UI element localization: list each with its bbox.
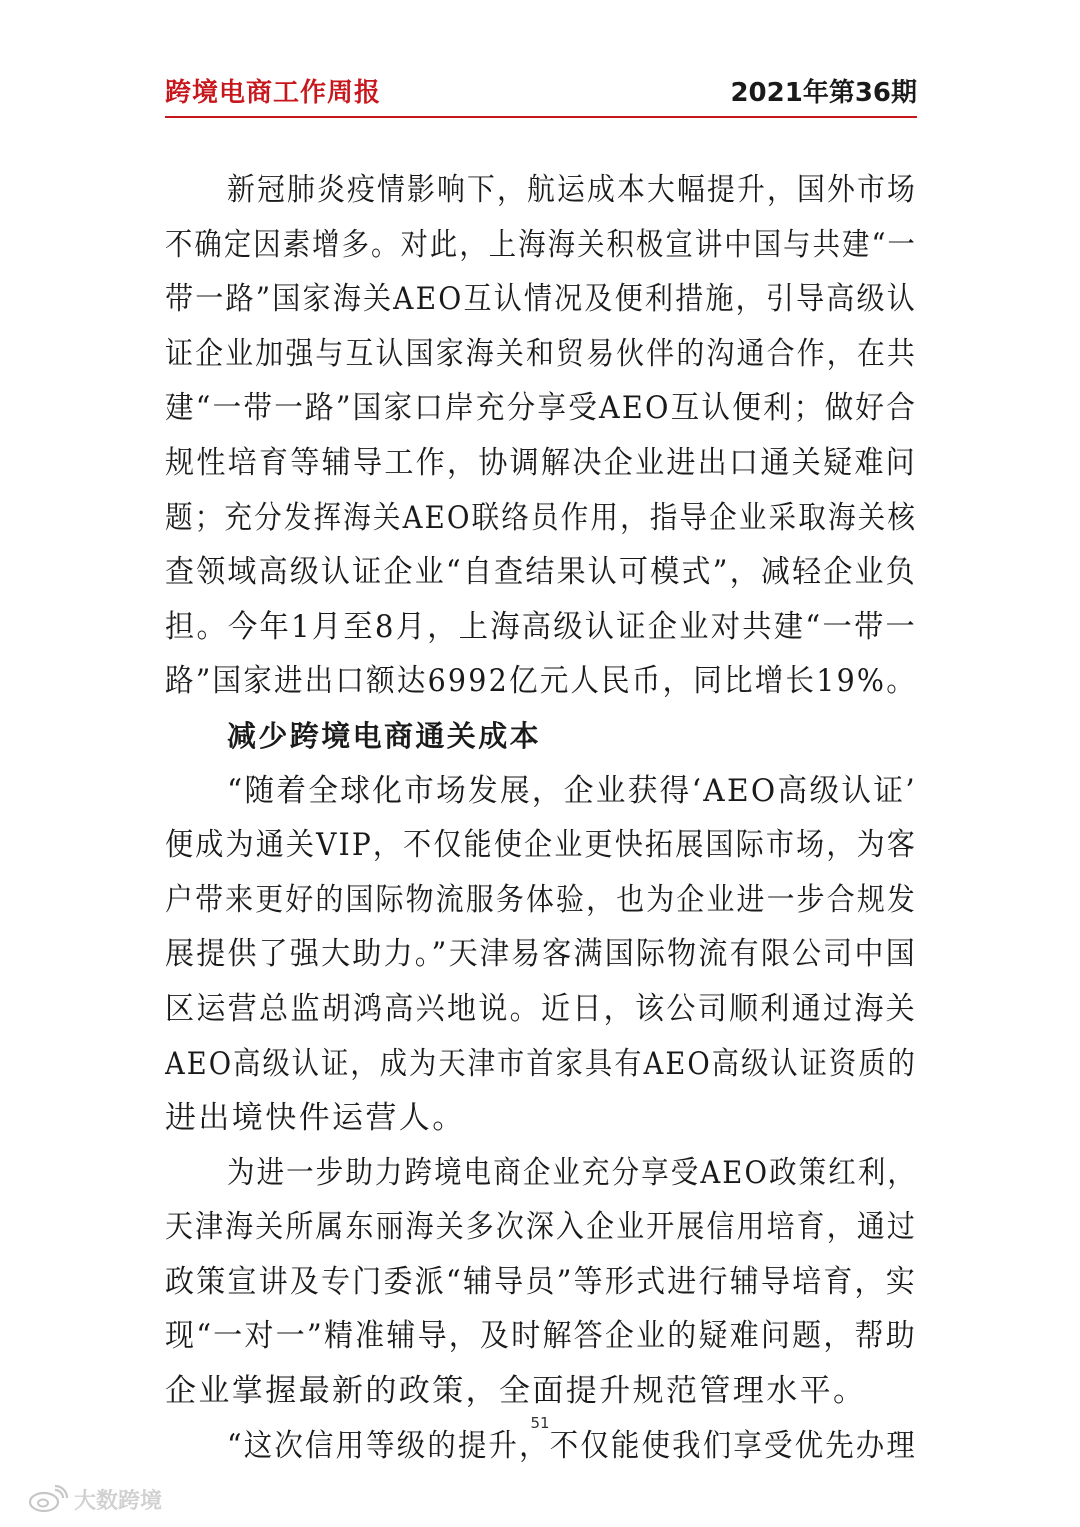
text-line: 证企业加强与互认国家海关和贸易伙伴的沟通合作，在共 [165,335,917,372]
text-line: 路”国家进出口额达6992亿元人民币，同比增长19%。 [165,663,917,700]
text-line: 查领域高级认证企业“自查结果认可模式”，减轻企业负 [165,554,917,591]
text-line: 为进一步助力跨境电商企业充分享受AEO政策红利， [227,1154,917,1191]
text-line: 新冠肺炎疫情影响下，航运成本大幅提升，国外市场 [227,172,917,208]
text-line: 企业掌握最新的政策，全面提升规范管理水平。 [165,1373,867,1410]
text-line: “随着全球化市场发展，企业获得‘AEO高级认证’ [227,772,917,809]
watermark [28,1484,162,1514]
text-line: 便成为通关VIP，不仅能使企业更快拓展国际市场，为客 [165,827,917,864]
header-divider [165,116,917,118]
section-heading: 减少跨境电商通关成本 [227,718,542,753]
text-line: AEO高级认证，成为天津市首家具有AEO高级认证资质的 [165,1045,917,1082]
text-line: 现“一对一”精准辅导，及时解答企业的疑难问题，帮助 [165,1318,917,1355]
text-line: 展提供了强大助力。”天津易客满国际物流有限公司中国 [165,936,917,973]
issue-number: 2021年第36期 [730,78,917,108]
text-line: 规性培育等辅导工作，协调解决企业进出口通关疑难问 [165,444,917,481]
weibo-logo-icon [28,1485,68,1513]
text-line: 户带来更好的国际物流服务体验，也为企业进一步合规发 [165,881,917,918]
article-body [165,163,917,1473]
page-number: 51 [530,1414,550,1432]
text-line: 政策宣讲及专门委派“辅导员”等形式进行辅导培育，实 [165,1263,917,1300]
text-line: 不确定因素增多。对此，上海海关积极宣讲中国与共建“一 [165,226,917,263]
text-line: 担。今年1月至8月，上海高级认证企业对共建“一带一 [165,608,917,645]
watermark-text: 大数跨境 [74,1488,163,1514]
text-line: 带一路”国家海关AEO互认情况及便利措施，引导高级认 [165,281,917,318]
text-line: 区运营总监胡鸿高兴地说。近日，该公司顺利通过海关 [165,990,917,1027]
text-line: 题；充分发挥海关AEO联络员作用，指导企业采取海关核 [165,499,917,536]
publication-title: 跨境电商工作周报 [165,78,382,108]
text-line: “这次信用等级的提升，不仅能使我们享受优先办理 [227,1427,917,1464]
text-line: 天津海关所属东丽海关多次深入企业开展信用培育，通过 [165,1209,917,1246]
page-header [165,76,917,112]
text-line: 建“一带一路”国家口岸充分享受AEO互认便利；做好合 [165,390,917,427]
text-line: 进出境快件运营人。 [165,1100,466,1137]
